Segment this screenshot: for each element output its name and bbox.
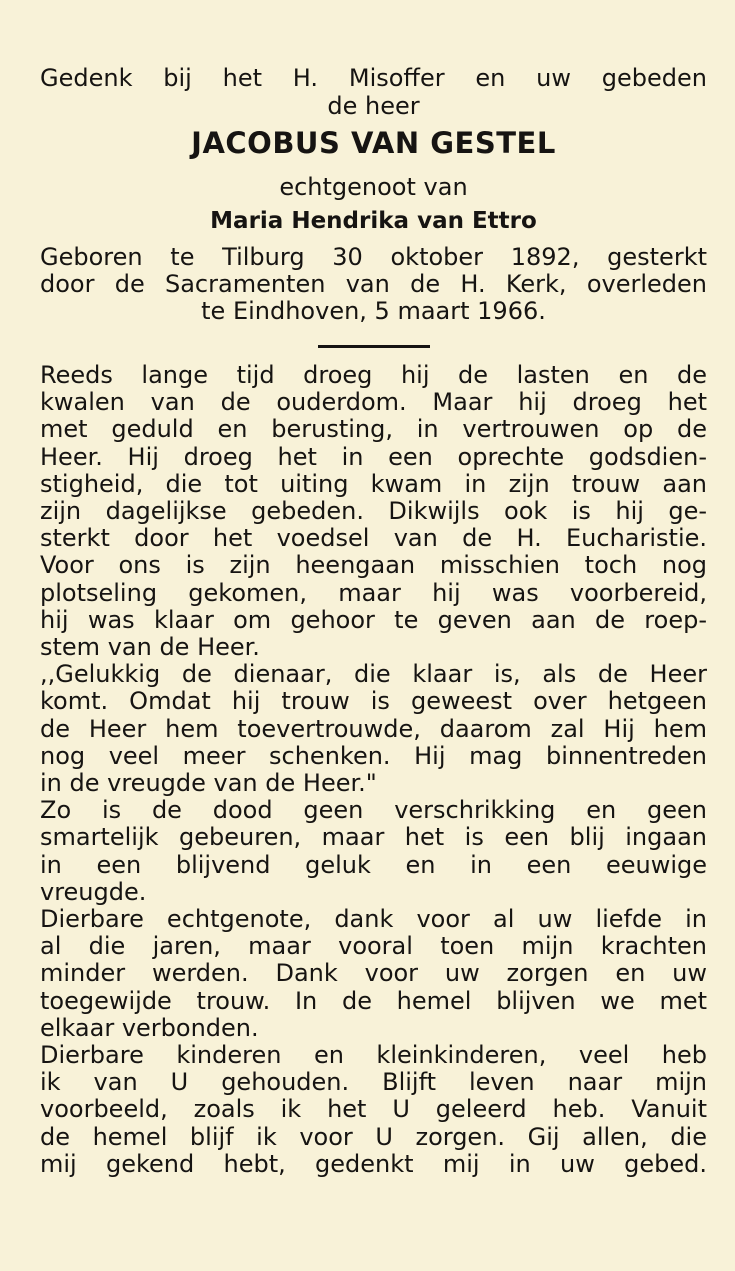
text-line: de hemel blijf ik voor U zorgen. Gij allen, die: [40, 1122, 707, 1151]
life-line: Geboren te Tilburg 30 oktober 1892, gesterkt: [40, 243, 707, 271]
text-line: smartelijk gebeuren, maar het is een blij ingaan: [40, 823, 707, 852]
text-line: al die jaren, maar vooral toen mijn krachten: [40, 932, 707, 961]
divider: [318, 345, 430, 348]
text-line: sterkt door het voedsel van de H. Eucharistie.: [40, 524, 707, 553]
spouse-name: Maria Hendrika van Ettro: [210, 208, 537, 234]
text-line: komt. Omdat hij trouw is geweest over hetgeen: [40, 687, 707, 716]
text-line: plotseling gekomen, maar hij was voorbereid,: [40, 578, 707, 607]
text-line: met geduld en berusting, in vertrouwen op de: [40, 415, 707, 444]
text-line: Zo is de dood geen verschrikking en geen: [40, 796, 707, 825]
text-line: Heer. Hij droeg het in een oprechte godsdien-: [40, 442, 707, 471]
text-line: in een blijvend geluk en in een eeuwige: [40, 850, 707, 879]
text-line: Dierbare kinderen en kleinkinderen, veel heb: [40, 1041, 707, 1070]
text-line: de Heer hem toevertrouwde, daarom zal Hij hem: [40, 714, 707, 743]
text-line: stem van de Heer.: [40, 633, 260, 662]
text-line: elkaar verbonden.: [40, 1013, 259, 1042]
deceased-name: JACOBUS VAN GESTEL: [191, 126, 556, 160]
text-line: kwalen van de ouderdom. Maar hij droeg het: [40, 388, 707, 417]
life-line: door de Sacramenten van de H. Kerk, overleden: [40, 270, 707, 298]
text-line: nog veel meer schenken. Hij mag binnentreden: [40, 741, 707, 770]
text-line: Voor ons is zijn heengaan misschien toch nog: [40, 551, 707, 580]
text-line: Dierbare echtgenote, dank voor al uw liefde in: [40, 905, 707, 934]
spouse-label: echtgenoot van: [279, 173, 468, 201]
text-line: voorbeeld, zoals ik het U geleerd heb. Vanuit: [40, 1095, 707, 1124]
memorial-text: [40, 362, 707, 1178]
life-line: te Eindhoven, 5 maart 1966.: [201, 297, 546, 325]
life-dates-section: [40, 244, 707, 325]
text-line: ,,Gelukkig de dienaar, die klaar is, als de Heer: [40, 660, 707, 689]
text-line: vreugde.: [40, 877, 147, 906]
intro-line: de heer: [327, 92, 420, 120]
text-line: mij gekend hebt, gedenkt mij in uw gebed.: [40, 1149, 707, 1178]
text-line: toegewijde trouw. In de hemel blijven we met: [40, 986, 707, 1015]
text-line: in de vreugde van de Heer.": [40, 769, 377, 798]
intro-section: [40, 64, 707, 120]
text-line: stigheid, die tot uiting kwam in zijn trouw aan: [40, 469, 707, 498]
text-line: ik van U gehouden. Blijft leven naar mijn: [40, 1068, 707, 1097]
text-line: zijn dagelijkse gebeden. Dikwijls ook is hij ge-: [40, 497, 707, 526]
intro-line: Gedenk bij het H. Misoffer en uw gebeden: [40, 64, 707, 92]
text-line: Reeds lange tijd droeg hij de lasten en de: [40, 361, 707, 389]
text-line: minder werden. Dank voor uw zorgen en uw: [40, 959, 707, 988]
text-line: hij was klaar om gehoor te geven aan de roep-: [40, 605, 707, 634]
